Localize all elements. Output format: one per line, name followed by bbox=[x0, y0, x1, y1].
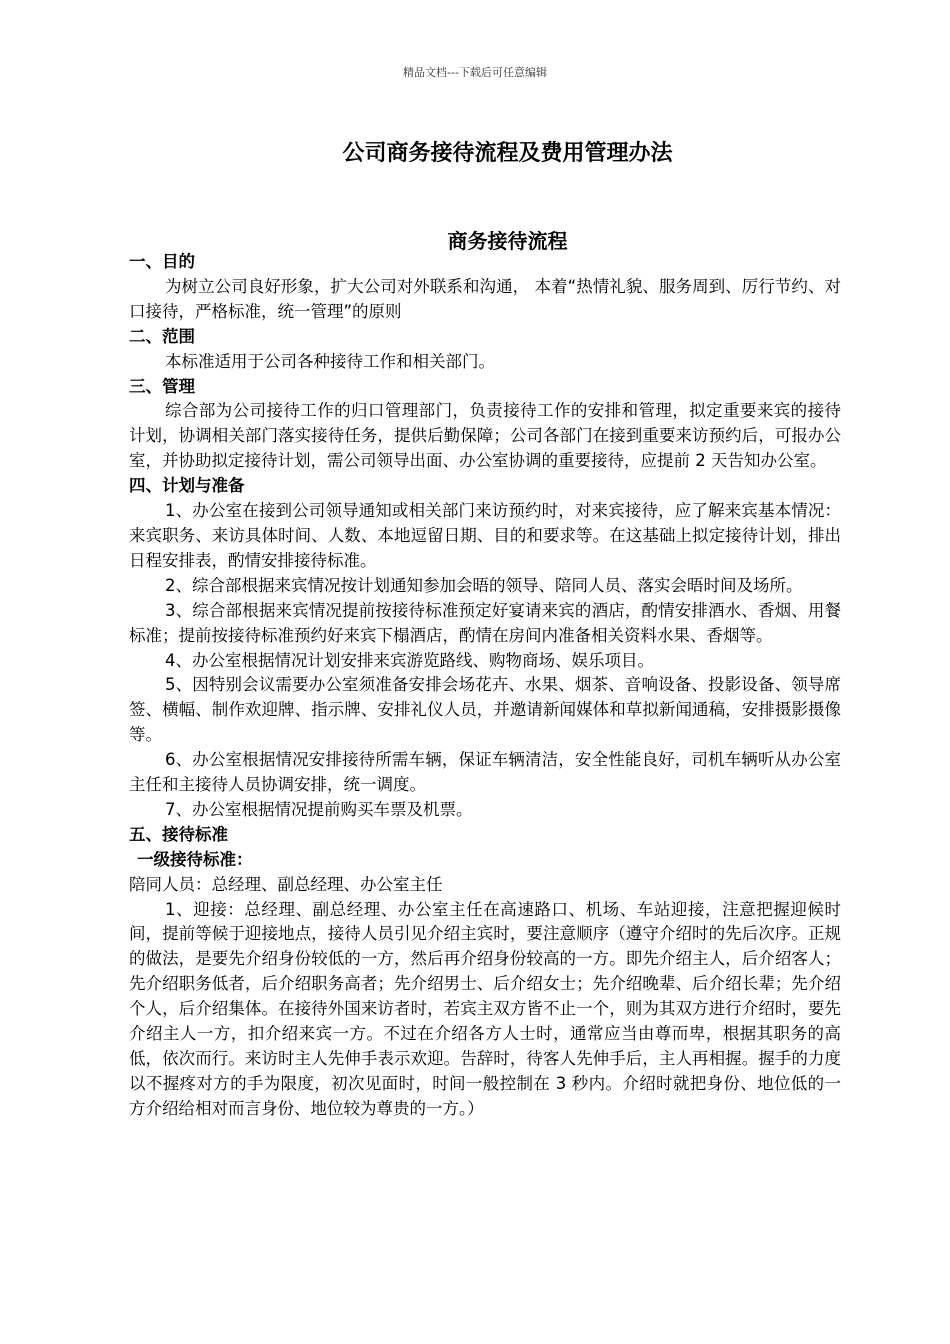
standards-item-1: 1、迎接：总经理、副总经理、办公室主任在高速路口、机场、车站迎接，注意把握迎候时间，提前等候于迎接地点，接待人员引见介绍主宾时，要注意顺序（遵守介绍时的先后次序。正规的做法，是要先介绍身份较低的一方，然后再介绍身份较高的一方。即先介绍主人，后介绍客人；先介绍职务低者，后介绍职务高者；先介绍男士、后介绍女士；先介绍晚辈、后介绍长辈；先介绍个人，后介绍集体。在接待外国来访者时，若宾主双方皆不止一个，则为其双方进行介绍时，要先介绍主人一方，扣介绍来宾一方。不过在介绍各方人士时，通常应当由尊而卑，根据其职务的高低，依次而行。来访时主人先伸手表示欢迎。告辞时，待客人先伸手后，主人再相握。握手的力度以不握疼对方的手为限度，初次见面时，时间一般控制在 3 秒内。介绍时就把身份、地位低的一方介绍给相对而言身份、地位较为尊贵的一方。） bbox=[129, 899, 841, 1118]
planning-item-1: 1、办公室在接到公司领导通知或相关部门来访预约时，对来宾接待，应了解来宾基本情况：来宾职务、来访具体时间、人数、本地逗留日期、目的和要求等。在这基础上拟定接待计划，排出日程安排表，酌情安排接待标准。 bbox=[129, 501, 841, 570]
heading-standards: 五、接待标准 bbox=[129, 824, 228, 844]
page-header: 精品文档---下载后可任意编辑 bbox=[403, 66, 547, 79]
heading-management: 三、管理 bbox=[129, 376, 195, 396]
paragraph-purpose: 为树立公司良好形象，扩大公司对外联系和沟通， 本着“热情礼貌、服务周到、厉行节约、对口接待，严格标准，统一管理”的原则 bbox=[129, 276, 841, 321]
paragraph-management: 综合部为公司接待工作的归口管理部门，负责接待工作的安排和管理，拟定重要来宾的接待计划，协调相关部门落实接待任务，提供后勤保障；公司各部门在接到重要来访预约后，可报办公室，并协助拟定接待计划，需公司领导出面、办公室协调的重要接待，应提前 2 天告知办公室。 bbox=[129, 401, 841, 471]
planning-item-3: 3、综合部根据来宾情况提前按接待标准预定好宴请来宾的酒店，酌情安排酒水、香烟、用餐标准；提前按接待标准预约好来宾下榻酒店，酌情在房间内准备相关资料水果、香烟等。 bbox=[129, 600, 841, 645]
companions-line: 陪同人员：总经理、副总经理、办公室主任 bbox=[129, 874, 443, 894]
heading-scope: 二、范围 bbox=[129, 326, 195, 346]
planning-item-4: 4、办公室根据情况计划安排来宾游览路线、购物商场、娱乐项目。 bbox=[165, 650, 654, 670]
document-title: 公司商务接待流程及费用管理办法 bbox=[342, 141, 673, 166]
heading-purpose: 一、目的 bbox=[129, 252, 195, 271]
planning-item-2: 2、综合部根据来宾情况按计划通知参加会晤的领导、陪同人员、落实会晤时间及场所。 bbox=[165, 575, 803, 595]
heading-planning: 四、计划与准备 bbox=[129, 476, 245, 496]
planning-item-6: 6、办公室根据情况安排接待所需车辆，保证车辆清洁，安全性能良好，司机车辆听从办公室主任和主接待人员协调安排，统一调度。 bbox=[129, 750, 841, 795]
document-body bbox=[129, 250, 841, 1122]
planning-item-7: 7、办公室根据情况提前购买车票及机票。 bbox=[165, 799, 473, 819]
section-title: 商务接待流程 bbox=[447, 229, 568, 253]
level1-standard-heading: 一级接待标准： bbox=[137, 849, 253, 869]
paragraph-scope: 本标准适用于公司各种接待工作和相关部门。 bbox=[165, 351, 495, 371]
planning-item-5: 5、因特别会议需要办公室须准备安排会场花卉、水果、烟茶、音响设备、投影设备、领导席签、横幅、制作欢迎牌、指示牌、安排礼仪人员，并邀请新闻媒体和草拟新闻通稿，安排摄影摄像等。 bbox=[129, 675, 841, 745]
